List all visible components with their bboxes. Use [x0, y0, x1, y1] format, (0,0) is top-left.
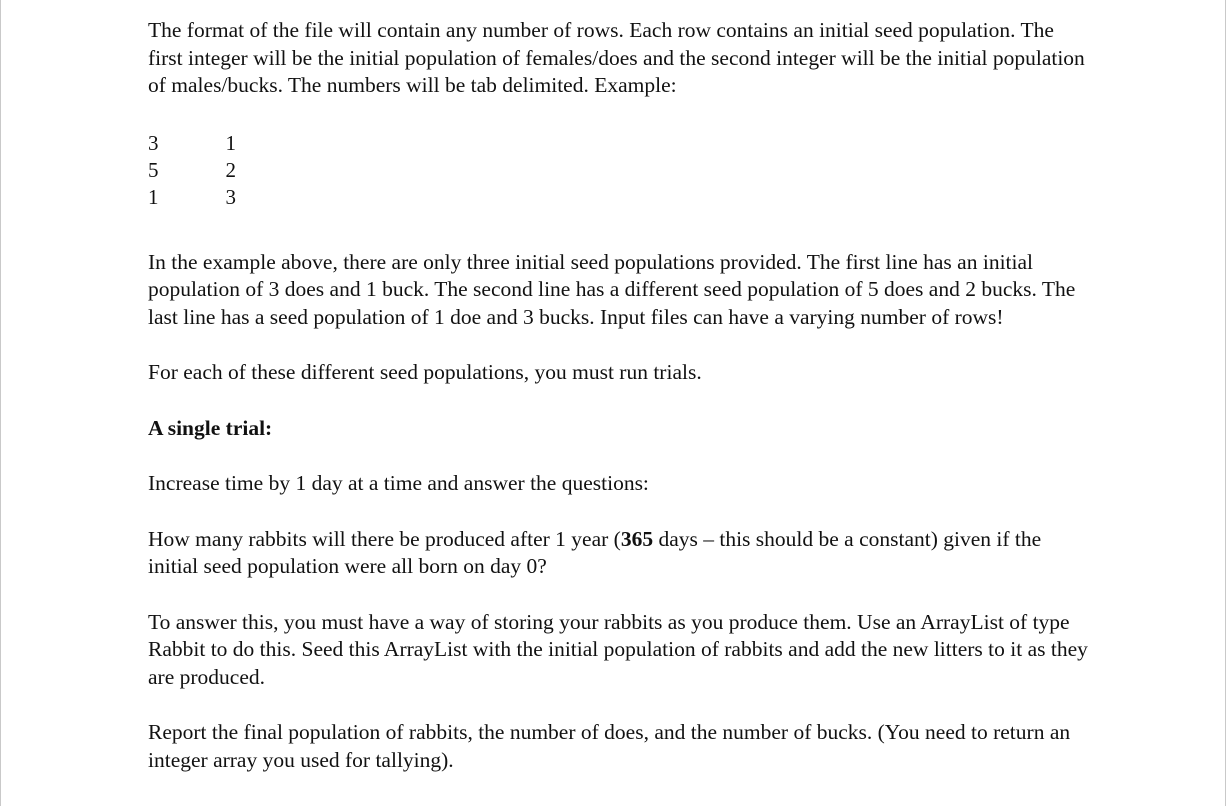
example-bucks-value: 1 — [225, 130, 236, 155]
example-bucks-value: 2 — [225, 157, 236, 182]
days-constant: 365 — [620, 526, 654, 551]
question-paragraph — [148, 526, 1093, 581]
increase-time-paragraph: Increase time by 1 day at a time and answer the questions: — [148, 471, 649, 495]
example-does-value: 1 — [148, 184, 159, 209]
explanation-paragraph: In the example above, there are only three initial seed populations provided. The first line has an initial population of 3 does and 1 buck. The second line has a different seed population of 5 does and 2 bucks. The last line has a seed population of 1 doe and 3 bucks. Input files can have a varying number of rows! — [148, 249, 1076, 329]
example-bucks-value: 3 — [225, 184, 236, 209]
question-text-end: days – this should be a constant) given if the initial seed population were all born on day 0? — [148, 526, 1042, 578]
question-text-start: How many rabbits will there be produced after 1 year ( — [148, 526, 621, 551]
storage-paragraph: To answer this, you must have a way of storing your rabbits as you produce them. Use an ArrayList of type Rabbit to do this. Seed this ArrayList with the initial population of rabbits and add the new litters to it as they are produced. — [148, 609, 1088, 689]
single-trial-heading: A single trial: — [148, 415, 273, 440]
intro-paragraph: The format of the file will contain any number of rows. Each row contains an initial seed population. The first integer will be the initial population of females/does and the second integer will be the initial population of males/bucks. The numbers will be tab delimited. Example: — [148, 18, 1085, 97]
document-content — [148, 17, 1093, 774]
trials-paragraph: For each of these different seed populations, you must run trials. — [148, 360, 702, 384]
report-paragraph: Report the final population of rabbits, the number of does, and the number of bucks. (You need to return an integer array you used for tallying). — [148, 720, 1071, 772]
example-does-value: 3 — [148, 130, 159, 155]
example-table — [148, 130, 1093, 211]
example-does-value: 5 — [148, 157, 159, 182]
